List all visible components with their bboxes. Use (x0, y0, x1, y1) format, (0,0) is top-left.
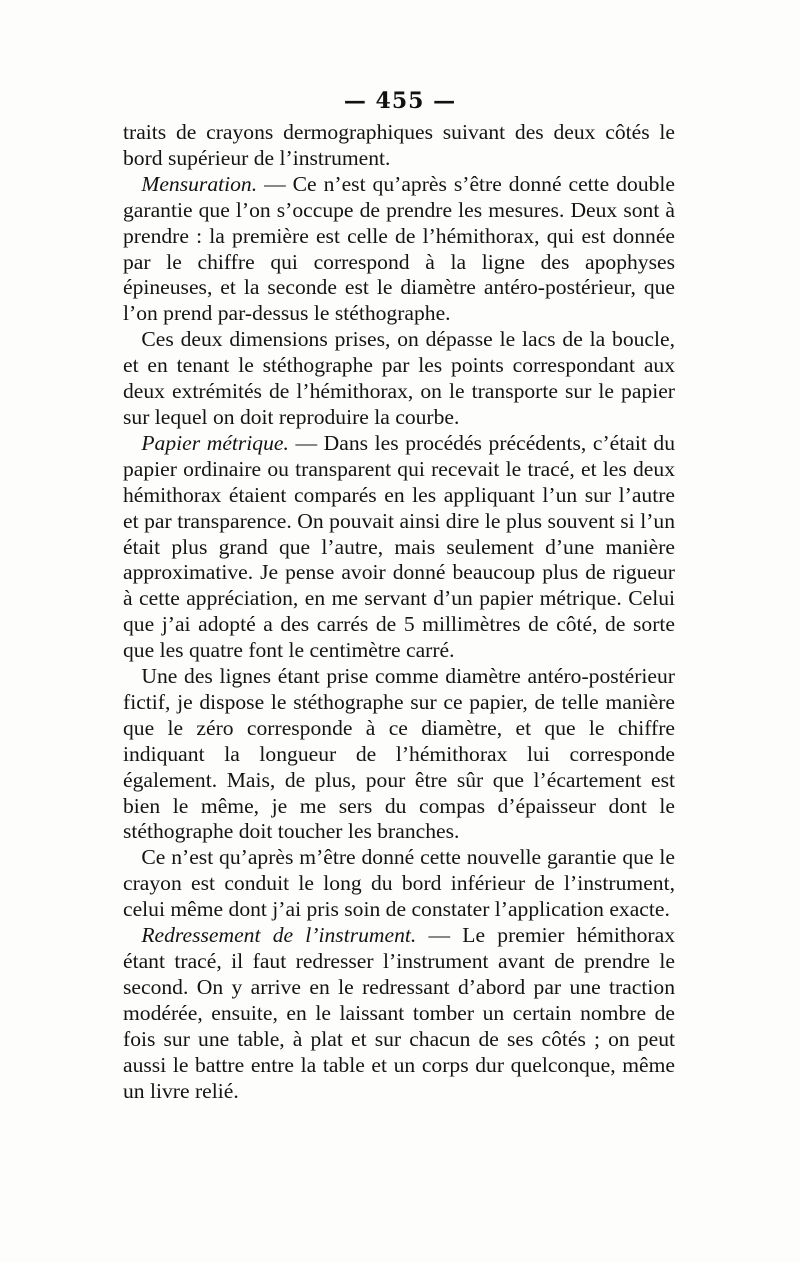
page-number: — 455 — (343, 88, 457, 114)
heading-dash: — (257, 171, 293, 196)
body-text (123, 120, 675, 1104)
paragraph-mensuration (123, 172, 675, 327)
section-heading: Redressement de l’instrument. (141, 923, 417, 948)
paragraph-text: Dans les procédés précédents, c’était du papier ordinaire ou transparent qui recevait le tracé, et les deux hémithorax étaient comparés en les appliquant l’un sur l’autre et par transparence. On pouvait ainsi dire le plus souvent si l’un était plus grand que l’autre, mais seulement d’une manière approximative. Je pense avoir donné beaucoup plus de rigueur à cette appréciation, en me servant d’un papier métrique. Celui que j’ai adopté a des carrés de 5 millimètres de côté, de sorte que les quatre font le centimètre carré. (123, 430, 676, 663)
paragraph-text: Une des lignes étant prise comme diamètre antéro-postérieur fictif, je dispose le stéthographe sur ce papier, de telle manière que le zéro corresponde à ce diamètre, et que le chiffre indiquant la longueur de l’hémithorax lui corresponde également. Mais, de plus, pour être sûr que l’écartement est bien le même, je me sers du compas d’épaisseur dont le stéthographe doit toucher les branches. (123, 664, 675, 844)
heading-dash: — (288, 430, 324, 455)
section-heading: Papier métrique. (141, 430, 289, 455)
paragraph-text: Ce n’est qu’après s’être donné cette double garantie que l’on s’occupe de prendre les mesures. Deux sont à prendre : la première est celle de l’hémithorax, qui est donnée par le chiffre qui correspond à la ligne des apophyses épineuses, et la seconde est le diamètre antéro-postérieur, que l’on prend par-dessus le stéthographe. (123, 171, 676, 326)
heading-dash: — (416, 923, 463, 948)
section-heading: Mensuration. (141, 171, 258, 196)
paragraph-text: Ces deux dimensions prises, on dépasse le lacs de la boucle, et en tenant le stéthographe par les points correspondant aux deux extrémités de l’hémithorax, on le transporte sur le papier sur lequel on doit reproduire la courbe. (123, 327, 675, 429)
paragraph-dimensions (123, 327, 675, 431)
paragraph-papier-metrique (123, 431, 675, 664)
paragraph-continuation (123, 120, 675, 172)
paragraph-text: traits de crayons dermographiques suivant des deux côtés le bord supérieur de l’instrument. (123, 120, 675, 170)
paragraph-garantie (123, 845, 675, 923)
paragraph-redressement (123, 923, 675, 1104)
paragraph-lignes (123, 664, 675, 845)
paragraph-text: Ce n’est qu’après m’être donné cette nouvelle garantie que le crayon est conduit le long du bord inférieur de l’instrument, celui même dont j’ai pris soin de constater l’application exacte. (123, 845, 675, 922)
paragraph-text: Le premier hémithorax étant tracé, il faut redresser l’instrument avant de prendre le second. On y arrive en le redressant d’abord par une traction modérée, ensuite, en le laissant tomber un certain nombre de fois sur une table, à plat et sur chacun de ses côtés ; on peut aussi le battre entre la table et un corps dur quelconque, même un livre relié. (123, 923, 675, 1103)
